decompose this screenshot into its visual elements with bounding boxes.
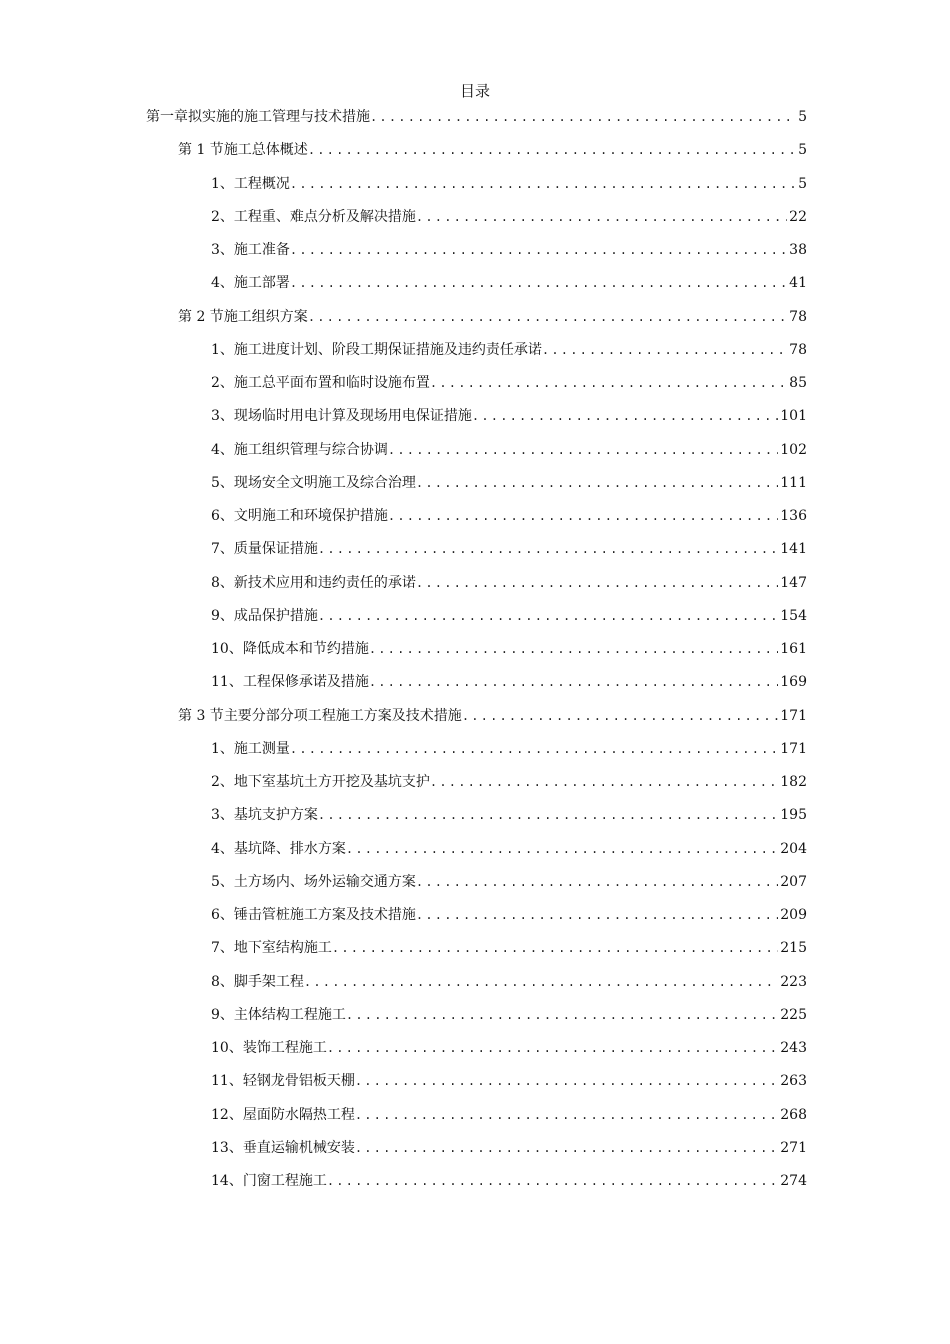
dot-leader	[355, 1104, 778, 1126]
toc-entry[interactable]	[211, 838, 807, 860]
toc-entry-page-number: 209	[780, 907, 807, 923]
dot-leader	[430, 771, 778, 793]
toc-entry-number: 7、	[211, 940, 234, 957]
toc-entry-page-number: 263	[780, 1073, 807, 1090]
dot-leader	[327, 1170, 778, 1192]
dot-leader	[290, 239, 787, 261]
toc-entry[interactable]	[211, 1004, 807, 1026]
toc-entry[interactable]	[211, 738, 807, 760]
toc-entry-page-number: 195	[780, 807, 807, 824]
toc-entry[interactable]	[211, 904, 807, 926]
toc-entry-label: 锤击管桩施工方案及技术措施	[233, 907, 416, 923]
dot-leader	[416, 871, 778, 893]
toc-entry-page-number: 171	[780, 740, 807, 757]
dot-leader	[355, 1137, 778, 1159]
dot-leader	[369, 671, 778, 693]
toc-entry-label: 质量保证措施	[233, 541, 318, 558]
dot-leader	[346, 1004, 778, 1026]
dot-leader	[388, 505, 778, 527]
toc-entry-page-number: 5	[798, 142, 807, 159]
toc-entry[interactable]	[211, 771, 807, 793]
dot-leader	[318, 804, 778, 826]
toc-entry-label: 工程概况	[233, 175, 290, 192]
toc-entry-label: 现场临时用电计算及现场用电保证措施	[233, 408, 472, 425]
toc-entry[interactable]	[211, 1104, 807, 1126]
toc-entry-number: 14、	[211, 1173, 243, 1189]
toc-entry-page-number: 271	[780, 1139, 807, 1156]
dot-leader	[542, 339, 787, 361]
toc-entry-label: 垂直运输机械安装	[242, 1139, 355, 1156]
toc-entry-page-number: 182	[780, 774, 807, 790]
dot-leader	[346, 838, 778, 860]
toc-entry-page-number: 223	[780, 973, 807, 990]
toc-entry-label: 新技术应用和违约责任的承诺	[233, 574, 416, 591]
toc-entry-number: 5、	[211, 873, 234, 890]
dot-leader	[416, 472, 778, 494]
toc-entry[interactable]	[211, 1137, 807, 1159]
toc-entry-number: 4、	[211, 441, 234, 458]
toc-entry[interactable]	[211, 538, 807, 560]
dot-leader	[416, 206, 787, 228]
toc-entry-number: 第一章	[146, 109, 188, 125]
toc-entry-page-number: 5	[798, 109, 807, 125]
toc-entry[interactable]	[211, 339, 807, 361]
toc-entry-number: 2、	[211, 774, 234, 790]
toc-entry-number: 1、	[211, 341, 234, 358]
toc-entry-number: 4、	[211, 840, 234, 857]
toc-entry-page-number: 154	[780, 607, 807, 624]
dot-leader	[332, 937, 778, 959]
toc-entry-page-number: 204	[780, 840, 807, 857]
toc-entry[interactable]	[211, 804, 807, 826]
dot-leader	[290, 272, 787, 294]
dot-leader	[430, 372, 787, 394]
toc-entry-page-number: 268	[780, 1106, 807, 1123]
toc-entry-number: 13、	[211, 1139, 243, 1156]
toc-entry-page-number: 78	[789, 341, 807, 358]
toc-entry-label: 降低成本和节约措施	[242, 641, 369, 657]
toc-entry-label: 基坑支护方案	[233, 807, 318, 824]
toc-entry[interactable]	[211, 405, 807, 427]
dot-leader	[308, 306, 787, 328]
toc-entry-label: 施工进度计划、阶段工期保证措施及违约责任承诺	[233, 341, 542, 358]
toc-entry-label: 轻钢龙骨铝板天棚	[242, 1073, 355, 1090]
toc-entry-number: 3、	[211, 807, 234, 824]
toc-entry-page-number: 274	[780, 1173, 807, 1189]
toc-entry-label: 工程保修承诺及措施	[242, 674, 369, 691]
toc-entry-page-number: 207	[780, 873, 807, 890]
toc-entry[interactable]	[211, 605, 807, 627]
toc-entry-number: 8、	[211, 973, 234, 990]
toc-entry-number: 11、	[211, 674, 243, 691]
dot-leader	[370, 106, 796, 128]
toc-entry[interactable]	[211, 173, 807, 195]
toc-entry[interactable]	[211, 239, 807, 261]
toc-entry-page-number: 111	[780, 474, 807, 491]
toc-entry-page-number: 141	[780, 541, 807, 558]
dot-leader	[318, 605, 778, 627]
toc-entry-number: 9、	[211, 1006, 234, 1023]
toc-entry-number: 6、	[211, 508, 234, 524]
toc-entry-label: 地下室基坑土方开挖及基坑支护	[233, 774, 430, 790]
toc-entry-number: 2、	[211, 208, 234, 225]
dot-leader	[355, 1070, 778, 1092]
toc-entry-label: 装饰工程施工	[242, 1040, 327, 1056]
dot-leader	[472, 405, 778, 427]
toc-entry-number: 6、	[211, 907, 234, 923]
toc-entry[interactable]	[211, 937, 807, 959]
toc-entry[interactable]	[211, 372, 807, 394]
dot-leader	[416, 572, 778, 594]
toc-entry-page-number: 78	[789, 308, 807, 325]
toc-entry[interactable]	[211, 971, 807, 993]
toc-entry-number: 5、	[211, 474, 234, 491]
toc-entry-label: 施工总体概述	[223, 142, 308, 159]
toc-entry-number: 1、	[211, 740, 234, 757]
toc-entry-number: 2、	[211, 375, 234, 391]
toc-entry-page-number: 22	[789, 208, 807, 225]
toc-entry[interactable]	[211, 1037, 807, 1059]
dot-leader	[318, 538, 778, 560]
toc-entry-page-number: 169	[780, 674, 807, 691]
toc-entry[interactable]	[146, 106, 807, 128]
toc-entry[interactable]	[178, 306, 807, 328]
toc-entry-label: 成品保护措施	[233, 607, 318, 624]
toc-entry-label: 工程重、难点分析及解决措施	[233, 208, 416, 225]
toc-entry[interactable]	[211, 638, 807, 660]
toc-entry-page-number: 85	[789, 375, 807, 391]
toc-entry-number: 10、	[211, 641, 243, 657]
toc-entry[interactable]	[211, 572, 807, 594]
toc-entry[interactable]	[211, 505, 807, 527]
toc-title: 目录	[459, 82, 490, 100]
toc-entry-label: 施工总平面布置和临时设施布置	[233, 375, 430, 391]
toc-entry-number: 12、	[211, 1106, 243, 1123]
toc-entry-number: 第 3 节	[178, 707, 224, 724]
toc-entry-page-number: 243	[780, 1040, 807, 1056]
toc-entry-label: 施工组织管理与综合协调	[233, 441, 388, 458]
toc-entry-page-number: 38	[789, 242, 807, 258]
toc-entry-label: 拟实施的施工管理与技术措施	[188, 109, 370, 125]
toc-entry-page-number: 101	[780, 408, 807, 425]
toc-entry-label: 地下室结构施工	[233, 940, 332, 957]
toc-entry-label: 现场安全文明施工及综合治理	[233, 474, 416, 491]
toc-entry-number: 11、	[211, 1073, 243, 1090]
toc-entry-number: 10、	[211, 1040, 243, 1056]
toc-entry[interactable]	[211, 206, 807, 228]
toc-entry[interactable]	[211, 1170, 807, 1192]
toc-entry-page-number: 136	[780, 508, 807, 524]
toc-entry-label: 主要分部分项工程施工方案及技术措施	[223, 707, 462, 724]
toc-entry-page-number: 5	[798, 175, 807, 192]
toc-entry-label: 土方场内、场外运输交通方案	[233, 873, 416, 890]
toc-entry-number: 8、	[211, 574, 234, 591]
dot-leader	[388, 439, 778, 461]
toc-entry-label: 施工部署	[233, 275, 290, 292]
toc-entry-number: 7、	[211, 541, 234, 558]
dot-leader	[369, 638, 778, 660]
toc-entry-number: 第 2 节	[178, 308, 224, 325]
dot-leader	[290, 738, 778, 760]
toc-entry-label: 施工组织方案	[223, 308, 308, 325]
toc-entry-label: 施工测量	[233, 740, 290, 757]
toc-entry-page-number: 171	[780, 707, 807, 724]
toc-entry-page-number: 41	[789, 275, 807, 292]
toc-entry-number: 第 1 节	[178, 142, 224, 159]
dot-leader	[327, 1037, 778, 1059]
toc-entry[interactable]	[211, 871, 807, 893]
toc-entry-label: 文明施工和环境保护措施	[233, 508, 388, 524]
toc-entry-label: 基坑降、排水方案	[233, 840, 346, 857]
toc-entry-page-number: 215	[780, 940, 807, 957]
toc-entry-number: 3、	[211, 408, 234, 425]
toc-entry-label: 门窗工程施工	[242, 1173, 327, 1189]
toc-entry-number: 1、	[211, 175, 234, 192]
toc-entry[interactable]	[211, 1070, 807, 1092]
toc-entry[interactable]	[211, 472, 807, 494]
dot-leader	[462, 705, 778, 727]
toc-entry-label: 脚手架工程	[233, 973, 304, 990]
toc-entry-number: 4、	[211, 275, 234, 292]
toc-entry[interactable]	[211, 671, 807, 693]
toc-entry[interactable]	[211, 272, 807, 294]
toc-entry-label: 屋面防水隔热工程	[242, 1106, 355, 1123]
toc-entry-number: 3、	[211, 242, 234, 258]
dot-leader	[416, 904, 778, 926]
toc-entry-label: 施工准备	[233, 242, 290, 258]
toc-entry-page-number: 102	[780, 441, 807, 458]
dot-leader	[304, 971, 778, 993]
toc-entry-page-number: 161	[780, 641, 807, 657]
toc-entry[interactable]	[178, 705, 807, 727]
toc-entry-page-number: 225	[780, 1006, 807, 1023]
toc-entry[interactable]	[178, 139, 807, 161]
toc-entry[interactable]	[211, 439, 807, 461]
dot-leader	[290, 173, 796, 195]
dot-leader	[308, 139, 796, 161]
toc-entry-page-number: 147	[780, 574, 807, 591]
toc-entry-number: 9、	[211, 607, 234, 624]
toc-entry-label: 主体结构工程施工	[233, 1006, 346, 1023]
